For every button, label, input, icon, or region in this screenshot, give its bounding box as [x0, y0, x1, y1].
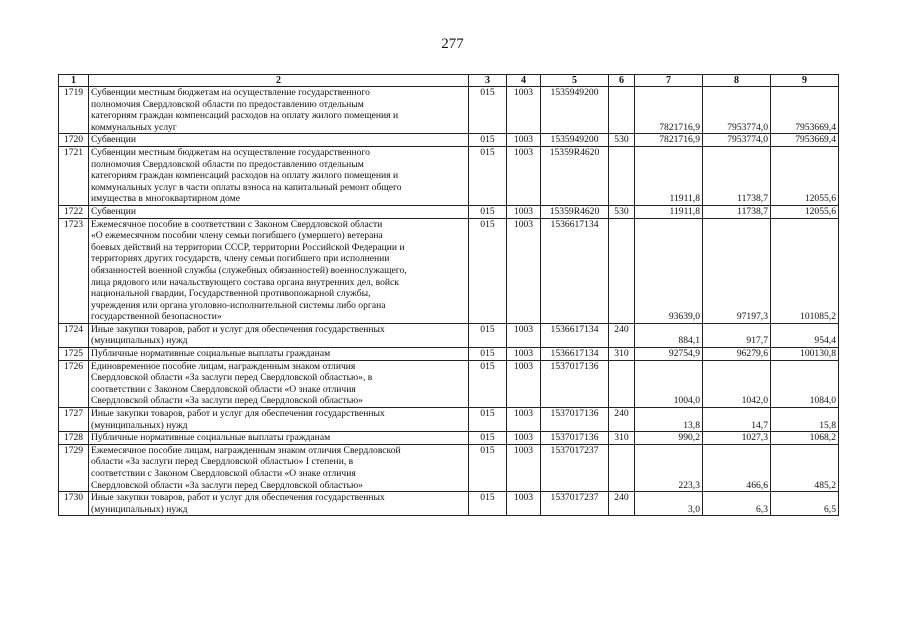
description-line: лица рядового или начальствующего состава органа внутренних дел, войск — [91, 276, 399, 288]
row-amount-col-7: 13,8 — [635, 408, 703, 432]
row-amount-col-8: 466,6 — [703, 444, 771, 491]
description-line: Субвенции — [91, 205, 136, 217]
table-row — [59, 323, 839, 347]
row-amount-col-7: 7821716,9 — [635, 87, 703, 134]
row-description — [89, 134, 469, 147]
row-amount-col-8: 11738,7 — [703, 146, 771, 205]
row-description — [89, 205, 469, 218]
row-amount-col-9: 101085,2 — [771, 218, 839, 323]
row-amount-col-9: 7953669,4 — [771, 87, 839, 134]
header-col-8: 8 — [703, 75, 771, 87]
row-amount-col-7: 11911,8 — [635, 146, 703, 205]
header-col-1: 1 — [59, 75, 89, 87]
table-row — [59, 492, 839, 516]
row-number: 1722 — [59, 205, 89, 218]
row-amount-col-7: 223,3 — [635, 444, 703, 491]
description-line: Свердловской области «За заслуги перед Свердловской областью» — [91, 479, 363, 491]
row-ministry-code: 015 — [469, 205, 507, 218]
row-amount-col-7: 1004,0 — [635, 360, 703, 407]
row-description — [89, 323, 469, 347]
table-row — [59, 348, 839, 361]
row-number: 1719 — [59, 87, 89, 134]
row-number: 1728 — [59, 432, 89, 445]
description-line: категориям граждан компенсаций расходов на оплату жилого помещения и — [91, 170, 399, 182]
row-amount-col-8: 14,7 — [703, 408, 771, 432]
header-col-6: 6 — [609, 75, 635, 87]
row-number: 1727 — [59, 408, 89, 432]
row-section-code: 1003 — [507, 348, 541, 361]
description-line: «О ежемесячном пособии члену семьи погибшего (умершего) ветерана — [91, 230, 383, 242]
header-col-4: 4 — [507, 75, 541, 87]
description-line: коммунальных услуг в части оплаты взноса на капитальный ремонт общего — [91, 181, 402, 193]
header-col-2: 2 — [89, 75, 469, 87]
row-amount-col-7: 92754,9 — [635, 348, 703, 361]
row-amount-col-9: 954,4 — [771, 323, 839, 347]
description-line: Иные закупки товаров, работ и услуг для обеспечения государственных — [91, 492, 385, 504]
row-number: 1721 — [59, 146, 89, 205]
table-row — [59, 444, 839, 491]
row-amount-col-8: 7953774,0 — [703, 87, 771, 134]
row-description — [89, 444, 469, 491]
table-row — [59, 360, 839, 407]
row-ministry-code: 015 — [469, 218, 507, 323]
row-ministry-code: 015 — [469, 408, 507, 432]
row-amount-col-9: 12055,6 — [771, 205, 839, 218]
row-amount-col-8: 11738,7 — [703, 205, 771, 218]
row-number: 1723 — [59, 218, 89, 323]
row-expense-type-code: 530 — [609, 205, 635, 218]
table-row — [59, 408, 839, 432]
row-expense-type-code — [609, 444, 635, 491]
row-amount-col-9: 12055,6 — [771, 146, 839, 205]
row-amount-col-8: 1027,3 — [703, 432, 771, 445]
description-line: Субвенции местным бюджетам на осуществление государственного — [91, 87, 370, 98]
row-ministry-code: 015 — [469, 134, 507, 147]
row-section-code: 1003 — [507, 87, 541, 134]
row-expense-type-code — [609, 87, 635, 134]
row-expense-type-code — [609, 218, 635, 323]
description-line: Иные закупки товаров, работ и услуг для обеспечения государственных — [91, 408, 385, 420]
table-row — [59, 205, 839, 218]
row-target-code: 1535949200 — [541, 134, 609, 147]
row-target-code: 1537017136 — [541, 432, 609, 445]
row-section-code: 1003 — [507, 360, 541, 407]
page-number: 277 — [441, 36, 464, 52]
row-description — [89, 432, 469, 445]
header-col-3: 3 — [469, 75, 507, 87]
header-col-5: 5 — [541, 75, 609, 87]
row-amount-col-9: 6,5 — [771, 492, 839, 516]
row-target-code: 1535949200 — [541, 87, 609, 134]
row-amount-col-8: 1042,0 — [703, 360, 771, 407]
row-description — [89, 408, 469, 432]
row-ministry-code: 015 — [469, 348, 507, 361]
row-section-code: 1003 — [507, 323, 541, 347]
row-target-code: 1537017136 — [541, 408, 609, 432]
row-target-code: 15359R4620 — [541, 146, 609, 205]
row-ministry-code: 015 — [469, 146, 507, 205]
row-expense-type-code: 240 — [609, 408, 635, 432]
row-target-code: 1536617134 — [541, 323, 609, 347]
description-line: (муниципальных) нужд — [91, 335, 188, 347]
description-line: коммунальных услуг — [91, 121, 177, 133]
row-description — [89, 492, 469, 516]
row-target-code: 1537017237 — [541, 492, 609, 516]
row-amount-col-8: 7953774,0 — [703, 134, 771, 147]
description-line: соответствии с Законом Свердловской области «О знаке отличия — [91, 468, 356, 479]
row-number: 1730 — [59, 492, 89, 516]
header-col-7: 7 — [635, 75, 703, 87]
description-line: Единовременное пособие лицам, награжденным знаком отличия — [91, 360, 356, 372]
description-line: государственной безопасности» — [91, 311, 222, 323]
row-ministry-code: 015 — [469, 323, 507, 347]
table-row — [59, 432, 839, 445]
description-line: полномочия Свердловской области по предоставлению отдельным — [91, 158, 364, 170]
table-header-row — [59, 75, 839, 87]
row-expense-type-code: 310 — [609, 348, 635, 361]
description-line: Иные закупки товаров, работ и услуг для обеспечения государственных — [91, 323, 385, 335]
row-expense-type-code: 310 — [609, 432, 635, 445]
row-number: 1726 — [59, 360, 89, 407]
row-expense-type-code — [609, 146, 635, 205]
description-line: Свердловской области «За заслуги перед Свердловской областью», в — [91, 372, 373, 384]
row-amount-col-9: 485,2 — [771, 444, 839, 491]
row-amount-col-7: 7821716,9 — [635, 134, 703, 147]
row-expense-type-code: 530 — [609, 134, 635, 147]
row-description — [89, 146, 469, 205]
row-description — [89, 360, 469, 407]
table-row — [59, 218, 839, 323]
row-number: 1720 — [59, 134, 89, 147]
description-line: территориях других государств, члену семьи погибшего при исполнении — [91, 253, 390, 265]
row-expense-type-code — [609, 360, 635, 407]
row-target-code: 1537017136 — [541, 360, 609, 407]
row-section-code: 1003 — [507, 492, 541, 516]
row-amount-col-7: 990,2 — [635, 432, 703, 445]
row-amount-col-9: 15,8 — [771, 408, 839, 432]
description-line: боевых действий на территории СССР, территории Российской Федерации и — [91, 241, 405, 253]
description-line: соответствии с Законом Свердловской области «О знаке отличия — [91, 383, 356, 395]
row-ministry-code: 015 — [469, 87, 507, 134]
table-row — [59, 134, 839, 147]
row-number: 1729 — [59, 444, 89, 491]
row-ministry-code: 015 — [469, 432, 507, 445]
description-line: категориям граждан компенсаций расходов на оплату жилого помещения и — [91, 110, 399, 122]
description-line: Публичные нормативные социальные выплаты гражданам — [91, 432, 331, 444]
row-amount-col-7: 11911,8 — [635, 205, 703, 218]
description-line: национальной гвардии, Государственной противопожарной службы, — [91, 288, 371, 300]
row-amount-col-9: 7953669,4 — [771, 134, 839, 147]
description-line: имущества в многоквартирном доме — [91, 193, 240, 205]
description-line: области «За заслуги перед Свердловской областью» I степени, в — [91, 456, 354, 468]
description-line: учреждения или органа уголовно-исполнительной системы либо органа — [91, 299, 386, 311]
description-line: Ежемесячное пособие лицам, награжденным знаком отличия Свердловской — [91, 444, 401, 456]
description-line: (муниципальных) нужд — [91, 419, 188, 431]
row-section-code: 1003 — [507, 444, 541, 491]
description-line: Ежемесячное пособие в соответствии с Законом Свердловской области — [91, 218, 383, 230]
row-number: 1724 — [59, 323, 89, 347]
table-body — [59, 87, 839, 516]
row-amount-col-7: 93639,0 — [635, 218, 703, 323]
row-ministry-code: 015 — [469, 444, 507, 491]
description-line: (муниципальных) нужд — [91, 503, 188, 515]
row-section-code: 1003 — [507, 146, 541, 205]
description-line: Публичные нормативные социальные выплаты гражданам — [91, 348, 331, 360]
row-target-code: 1537017237 — [541, 444, 609, 491]
description-line: Субвенции — [91, 134, 136, 146]
row-section-code: 1003 — [507, 134, 541, 147]
description-line: Свердловской области «За заслуги перед Свердловской областью» — [91, 395, 363, 407]
row-target-code: 1536617134 — [541, 218, 609, 323]
row-expense-type-code: 240 — [609, 492, 635, 516]
row-section-code: 1003 — [507, 205, 541, 218]
row-amount-col-9: 1084,0 — [771, 360, 839, 407]
row-amount-col-7: 884,1 — [635, 323, 703, 347]
row-section-code: 1003 — [507, 408, 541, 432]
row-amount-col-7: 3,0 — [635, 492, 703, 516]
row-amount-col-8: 917,7 — [703, 323, 771, 347]
row-amount-col-9: 1068,2 — [771, 432, 839, 445]
row-ministry-code: 015 — [469, 492, 507, 516]
row-amount-col-8: 96279,6 — [703, 348, 771, 361]
row-target-code: 1536617134 — [541, 348, 609, 361]
budget-table — [58, 74, 839, 516]
row-target-code: 15359R4620 — [541, 205, 609, 218]
description-line: обязанностей военной службы (служебных обязанностей) военнослужащего, — [91, 264, 407, 276]
row-description — [89, 218, 469, 323]
description-line: полномочия Свердловской области по предоставлению отдельным — [91, 98, 364, 110]
description-line: Субвенции местным бюджетам на осуществление государственного — [91, 146, 370, 158]
row-description — [89, 87, 469, 134]
row-description — [89, 348, 469, 361]
row-amount-col-8: 97197,3 — [703, 218, 771, 323]
header-col-9: 9 — [771, 75, 839, 87]
row-expense-type-code: 240 — [609, 323, 635, 347]
row-ministry-code: 015 — [469, 360, 507, 407]
row-amount-col-9: 100130,8 — [771, 348, 839, 361]
row-section-code: 1003 — [507, 432, 541, 445]
row-number: 1725 — [59, 348, 89, 361]
row-amount-col-8: 6,3 — [703, 492, 771, 516]
table-row — [59, 87, 839, 134]
row-section-code: 1003 — [507, 218, 541, 323]
table-row — [59, 146, 839, 205]
